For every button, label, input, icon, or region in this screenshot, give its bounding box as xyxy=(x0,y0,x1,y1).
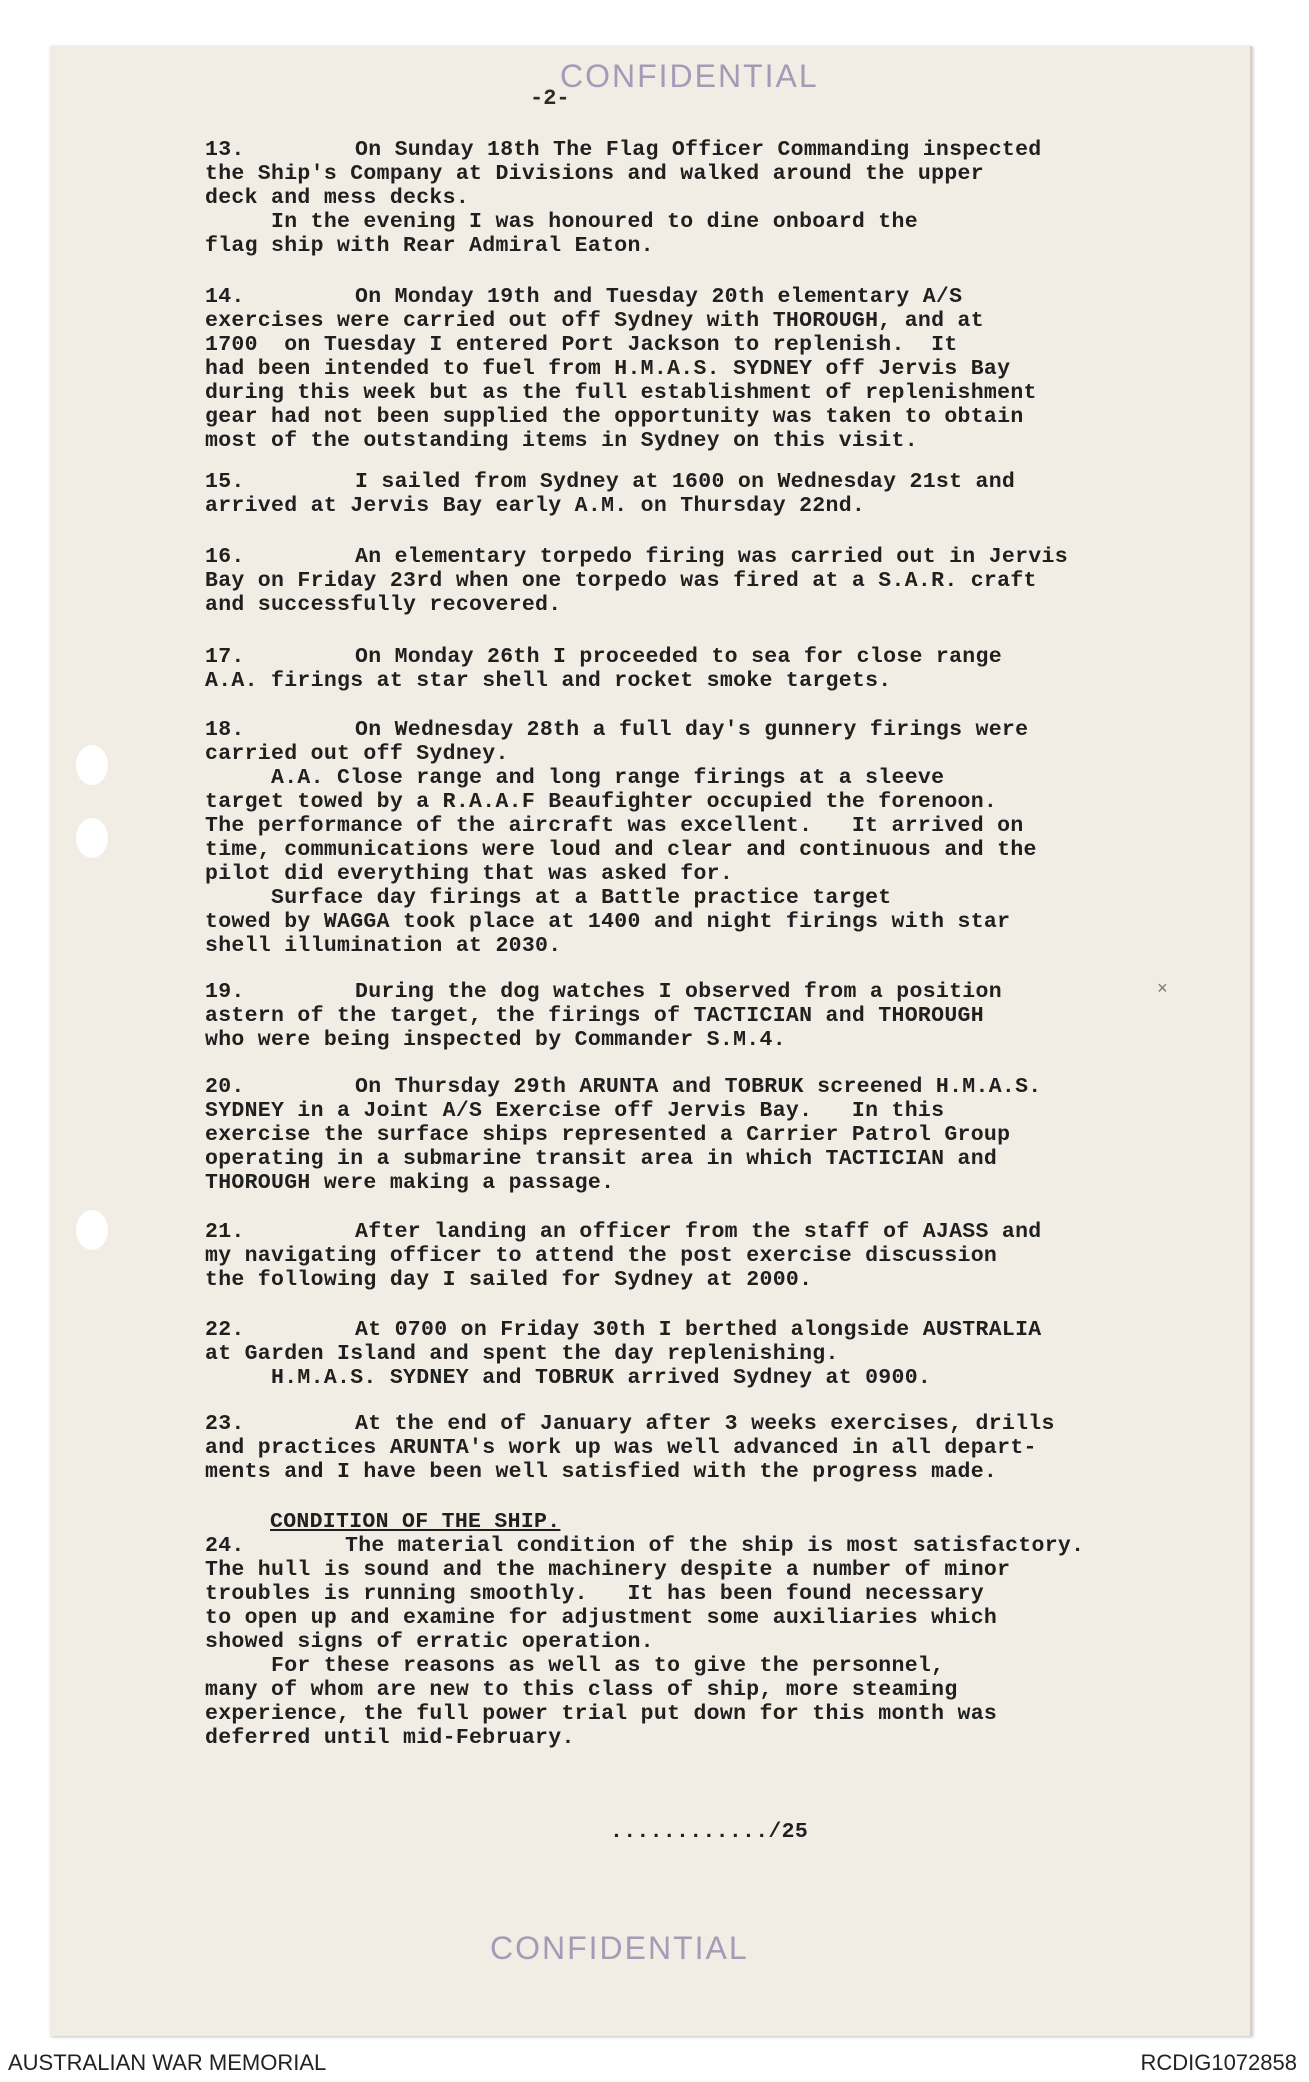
paragraph-line: Bay on Friday 23rd when one torpedo was fired at a S.A.R. craft xyxy=(205,569,1037,593)
paragraph-number: 17. xyxy=(205,645,245,669)
paragraph-number: 22. xyxy=(205,1318,245,1342)
paragraph-line: experience, the full power trial put down for this month was xyxy=(205,1702,998,1726)
punch-hole xyxy=(76,745,108,785)
paragraph-line: The material condition of the ship is most satisfactory. xyxy=(345,1534,1085,1558)
paragraph-line: On Sunday 18th The Flag Officer Commanding inspected xyxy=(355,138,1042,162)
paragraph-line: the Ship's Company at Divisions and walked around the upper xyxy=(205,162,984,186)
paragraph-number: 18. xyxy=(205,718,245,742)
paragraph-line: astern of the target, the firings of TACTICIAN and THOROUGH xyxy=(205,1004,984,1028)
paragraph-line: In the evening I was honoured to dine onboard the xyxy=(205,210,918,234)
paragraph-line: On Monday 19th and Tuesday 20th elementary A/S xyxy=(355,285,963,309)
paragraph-line: target towed by a R.A.A.F Beaufighter occupied the forenoon. xyxy=(205,790,998,814)
paragraph-line: had been intended to fuel from H.M.A.S. SYDNEY off Jervis Bay xyxy=(205,357,1011,381)
margin-mark: × xyxy=(1157,980,1168,1000)
paragraph-line: shell illumination at 2030. xyxy=(205,934,562,958)
paragraph-number: 21. xyxy=(205,1220,245,1244)
paragraph-line: deferred until mid-February. xyxy=(205,1726,575,1750)
paragraph-line: SYDNEY in a Joint A/S Exercise off Jervis Bay. In this xyxy=(205,1099,945,1123)
paragraph-line: arrived at Jervis Bay early A.M. on Thursday 22nd. xyxy=(205,494,866,518)
paragraph-line: gear had not been supplied the opportunity was taken to obtain xyxy=(205,405,1024,429)
paragraph-line: THOROUGH were making a passage. xyxy=(205,1171,615,1195)
paragraph-number: 16. xyxy=(205,545,245,569)
paragraph-line: On Thursday 29th ARUNTA and TOBRUK screened H.M.A.S. xyxy=(355,1075,1042,1099)
paragraph-line: and successfully recovered. xyxy=(205,593,562,617)
paragraph-number: 23. xyxy=(205,1412,245,1436)
paragraph-number: 13. xyxy=(205,138,245,162)
paragraph-line: my navigating officer to attend the post exercise discussion xyxy=(205,1244,998,1268)
paragraph-line: An elementary torpedo firing was carried out in Jervis xyxy=(355,545,1068,569)
paragraph-line: pilot did everything that was asked for. xyxy=(205,862,734,886)
paragraph-line: carried out off Sydney. xyxy=(205,742,509,766)
paragraph-line: At the end of January after 3 weeks exercises, drills xyxy=(355,1412,1055,1436)
paragraph-line: A.A. firings at star shell and rocket smoke targets. xyxy=(205,669,892,693)
page-number: -2- xyxy=(530,86,570,111)
paragraph-line: deck and mess decks. xyxy=(205,186,470,210)
paragraph-line: On Wednesday 28th a full day's gunnery firings were xyxy=(355,718,1029,742)
paragraph-line: During the dog watches I observed from a position xyxy=(355,980,1002,1004)
paragraph-line: After landing an officer from the staff of AJASS and xyxy=(355,1220,1042,1244)
paragraph-line: 1700 on Tuesday I entered Port Jackson to replenish. It xyxy=(205,333,958,357)
paragraph-line: during this week but as the full establishment of replenishment xyxy=(205,381,1037,405)
paragraph-line: H.M.A.S. SYDNEY and TOBRUK arrived Sydney at 0900. xyxy=(205,1366,932,1390)
footer-archive-name: AUSTRALIAN WAR MEMORIAL xyxy=(8,2050,327,2075)
paragraph-line: time, communications were loud and clear and continuous and the xyxy=(205,838,1037,862)
paragraph-line: towed by WAGGA took place at 1400 and night firings with star xyxy=(205,910,1011,934)
continuation-marker: ............/25 xyxy=(610,1820,809,1844)
paragraph-line: and practices ARUNTA's work up was well advanced in all depart- xyxy=(205,1436,1037,1460)
paragraph-line: the following day I sailed for Sydney at 2000. xyxy=(205,1268,813,1292)
confidential-stamp-top: CONFIDENTIAL xyxy=(560,58,819,94)
paragraph-number: 14. xyxy=(205,285,245,309)
paragraph-line: For these reasons as well as to give the personnel, xyxy=(205,1654,945,1678)
paragraph-line: exercise the surface ships represented a Carrier Patrol Group xyxy=(205,1123,1011,1147)
paragraph-line: At 0700 on Friday 30th I berthed alongside AUSTRALIA xyxy=(355,1318,1042,1342)
paragraph-line: The performance of the aircraft was excellent. It arrived on xyxy=(205,814,1024,838)
paragraph-line: operating in a submarine transit area in which TACTICIAN and xyxy=(205,1147,998,1171)
paragraph-line: I sailed from Sydney at 1600 on Wednesday 21st and xyxy=(355,470,1016,494)
paragraph-line: who were being inspected by Commander S.M.4. xyxy=(205,1028,786,1052)
paragraph-number: 24. xyxy=(205,1534,245,1558)
section-heading: CONDITION OF THE SHIP. xyxy=(270,1510,561,1534)
paragraph-number: 15. xyxy=(205,470,245,494)
paragraph-line: flag ship with Rear Admiral Eaton. xyxy=(205,234,654,258)
paragraph-line: at Garden Island and spent the day replenishing. xyxy=(205,1342,839,1366)
footer-record-id: RCDIG1072858 xyxy=(1140,2050,1297,2075)
paragraph-number: 20. xyxy=(205,1075,245,1099)
confidential-stamp-bottom: CONFIDENTIAL xyxy=(490,1930,749,1966)
paragraph-line: A.A. Close range and long range firings at a sleeve xyxy=(205,766,945,790)
paragraph-line: many of whom are new to this class of ship, more steaming xyxy=(205,1678,958,1702)
paragraph-line: exercises were carried out off Sydney with THOROUGH, and at xyxy=(205,309,984,333)
paragraph-number: 19. xyxy=(205,980,245,1004)
punch-hole xyxy=(76,818,108,858)
paragraph-line: ments and I have been well satisfied with the progress made. xyxy=(205,1460,998,1484)
paragraph-line: On Monday 26th I proceeded to sea for close range xyxy=(355,645,1002,669)
punch-hole xyxy=(76,1210,108,1250)
paragraph-line: showed signs of erratic operation. xyxy=(205,1630,654,1654)
paragraph-line: Surface day firings at a Battle practice target xyxy=(205,886,892,910)
paragraph-line: troubles is running smoothly. It has been found necessary xyxy=(205,1582,984,1606)
paragraph-line: The hull is sound and the machinery despite a number of minor xyxy=(205,1558,1011,1582)
paragraph-line: most of the outstanding items in Sydney on this visit. xyxy=(205,429,918,453)
paragraph-line: to open up and examine for adjustment some auxiliaries which xyxy=(205,1606,998,1630)
